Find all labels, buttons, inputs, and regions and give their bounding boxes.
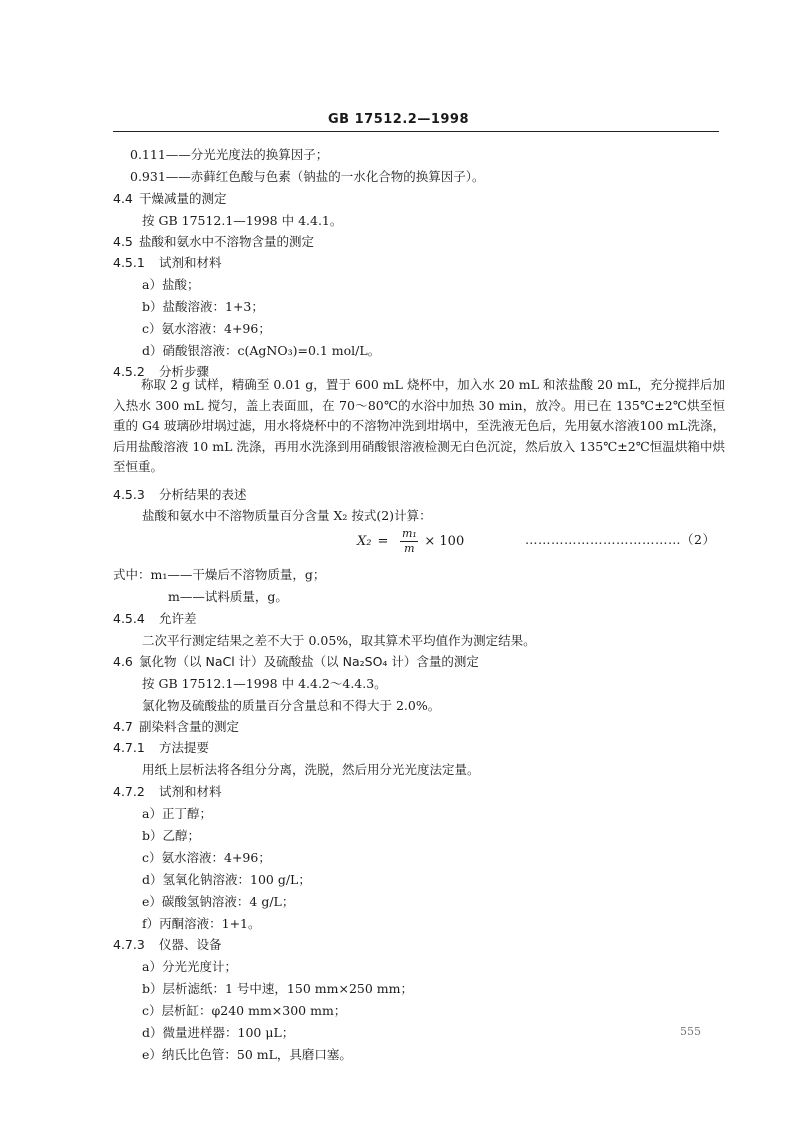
section-heading xyxy=(113,783,222,801)
line-text: 副染料含量的测定 xyxy=(139,719,240,734)
text-line xyxy=(142,342,380,360)
section-number: 4.7 xyxy=(113,719,133,734)
line-text: d）硝酸银溶液：c(AgNO₃)=0.1 mol/L。 xyxy=(142,343,381,358)
formula-denominator: m xyxy=(404,542,415,555)
text-line xyxy=(142,276,199,294)
text-line xyxy=(142,827,200,845)
section-number: 4.7.2 xyxy=(113,784,145,799)
text-line xyxy=(142,298,264,316)
equation-number: ………………………………（2） xyxy=(525,532,716,547)
text-line xyxy=(130,146,328,164)
line-text: 仪器、设备 xyxy=(159,937,222,952)
line-text: 分析步骤 xyxy=(159,364,210,379)
line-text: c）氨水溶液：4+96； xyxy=(142,850,271,865)
section-number: 4.5.1 xyxy=(113,255,145,270)
text-line xyxy=(168,588,288,606)
line-text: b）层析滤纸：1 号中速，150 mm×250 mm； xyxy=(142,981,413,996)
formula-rhs: × 100 xyxy=(424,534,465,549)
section-heading xyxy=(113,936,222,954)
line-text: 盐酸和氨水中不溶物含量的测定 xyxy=(139,234,315,249)
line-text: 试剂和材料 xyxy=(159,255,222,270)
formula-fraction xyxy=(400,528,418,555)
line-text: 0.111——分光光度法的换算因子； xyxy=(130,147,329,162)
line-text: 氯化物及硫酸盐的质量百分含量总和不得大于 2.0%。 xyxy=(142,698,441,713)
formula-equals: = xyxy=(377,534,389,549)
page-header: GB 17512.2—1998 xyxy=(328,112,469,127)
section-number: 4.5.4 xyxy=(113,611,145,626)
text-line xyxy=(142,893,294,911)
text-line xyxy=(142,915,261,933)
line-text: 氯化物（以 NaCl 计）及硫酸盐（以 Na₂SO₄ 计）含量的测定 xyxy=(139,654,479,669)
line-text: 用纸上层析法将各组分分离，洗脱，然后用分光光度法定量。 xyxy=(142,762,480,777)
line-text: a）盐酸； xyxy=(142,277,200,292)
text-line xyxy=(142,980,413,998)
line-text: e）碳酸氢钠溶液：4 g/L； xyxy=(142,894,295,909)
text-line xyxy=(113,566,325,584)
line-text: f）丙酮溶液：1+1。 xyxy=(142,916,261,931)
text-line xyxy=(142,320,271,338)
line-text: 按 GB 17512.1—1998 中 4.4.1。 xyxy=(142,213,343,228)
section-number: 4.6 xyxy=(113,654,133,669)
line-text: a）正丁醇； xyxy=(142,806,212,821)
line-text: 0.931——赤藓红色酸与色素（钠盐的一水化合物的换算因子）。 xyxy=(130,169,485,184)
text-line xyxy=(130,168,485,186)
section-heading xyxy=(113,254,222,272)
line-text: 允许差 xyxy=(159,611,197,626)
section-number: 4.7.3 xyxy=(113,937,145,952)
formula-lhs: X₂ xyxy=(357,534,372,549)
section-heading xyxy=(113,718,239,736)
line-text: a）分光光度计； xyxy=(142,959,237,974)
paragraph-4-5-2: 称取 2 g 试样，精确至 0.01 g，置于 600 mL 烧杯中，加入水 20 mL 和浓盐酸 20 mL，充分搅拌后加入热水 300 mL 搅匀，盖上表面皿，在 70～80℃的水浴中加热 30 min，放冷。用已在 135℃±2℃烘至恒重的 G4 玻璃砂坩埚过滤，用水将烧杯中的不溶物冲洗到坩埚中，至洗液无色后，先用氨水溶液100 mL洗涤，后用盐酸溶液 10 mL 洗涤，再用水洗涤到用硝酸银溶液检测无白色沉淀，然后放入 135℃±2℃恒温烘箱中烘至恒重。 xyxy=(113,377,725,474)
text-line xyxy=(142,1046,352,1064)
text-line xyxy=(142,805,212,823)
section-heading xyxy=(113,190,227,208)
formula-numerator: m₁ xyxy=(401,527,417,540)
text-line xyxy=(142,1024,294,1042)
section-number: 4.5.2 xyxy=(113,364,145,379)
text-line xyxy=(142,212,342,230)
section-number: 4.5 xyxy=(113,234,133,249)
text-line xyxy=(142,675,387,693)
section-heading xyxy=(113,233,314,251)
text-line xyxy=(142,632,536,650)
line-text: 式中：m₁——干燥后不溶物质量，g； xyxy=(113,567,326,582)
section-heading xyxy=(113,653,479,671)
line-text: d）氢氧化钠溶液：100 g/L； xyxy=(142,872,311,887)
line-text: c）层析缸：φ240 mm×300 mm； xyxy=(142,1003,347,1018)
line-text: 方法提要 xyxy=(159,740,210,755)
line-text: 二次平行测定结果之差不大于 0.05%，取其算术平均值作为测定结果。 xyxy=(142,633,536,648)
section-number: 4.5.3 xyxy=(113,487,145,502)
text-line xyxy=(142,1002,346,1020)
text-line xyxy=(142,849,271,867)
line-text: c）氨水溶液：4+96； xyxy=(142,321,271,336)
text-line xyxy=(142,697,440,715)
section-heading xyxy=(113,610,197,628)
line-text: e）纳氏比色管：50 mL，具磨口塞。 xyxy=(142,1047,352,1062)
line-text: m——试料质量，g。 xyxy=(168,589,288,604)
line-text: d）微量进样器：100 μL； xyxy=(142,1025,295,1040)
line-text: 分析结果的表述 xyxy=(159,487,247,502)
line-text: 按 GB 17512.1—1998 中 4.4.2～4.4.3。 xyxy=(142,676,387,691)
line-text: 试剂和材料 xyxy=(159,784,222,799)
formula-2 xyxy=(357,528,464,555)
text-line xyxy=(142,871,311,889)
section-heading xyxy=(113,486,247,504)
line-text: 盐酸和氨水中不溶物质量百分含量 X₂ 按式(2)计算： xyxy=(142,508,432,523)
text-line xyxy=(142,507,432,525)
line-text: b）盐酸溶液：1+3； xyxy=(142,299,264,314)
line-text: 干燥减量的测定 xyxy=(139,191,227,206)
section-heading xyxy=(113,739,209,757)
text-line xyxy=(142,761,480,779)
section-number: 4.4 xyxy=(113,191,133,206)
header-rule xyxy=(113,131,719,132)
section-number: 4.7.1 xyxy=(113,740,145,755)
line-text: b）乙醇； xyxy=(142,828,201,843)
text-line xyxy=(142,958,237,976)
page-number: 555 xyxy=(680,1025,701,1038)
